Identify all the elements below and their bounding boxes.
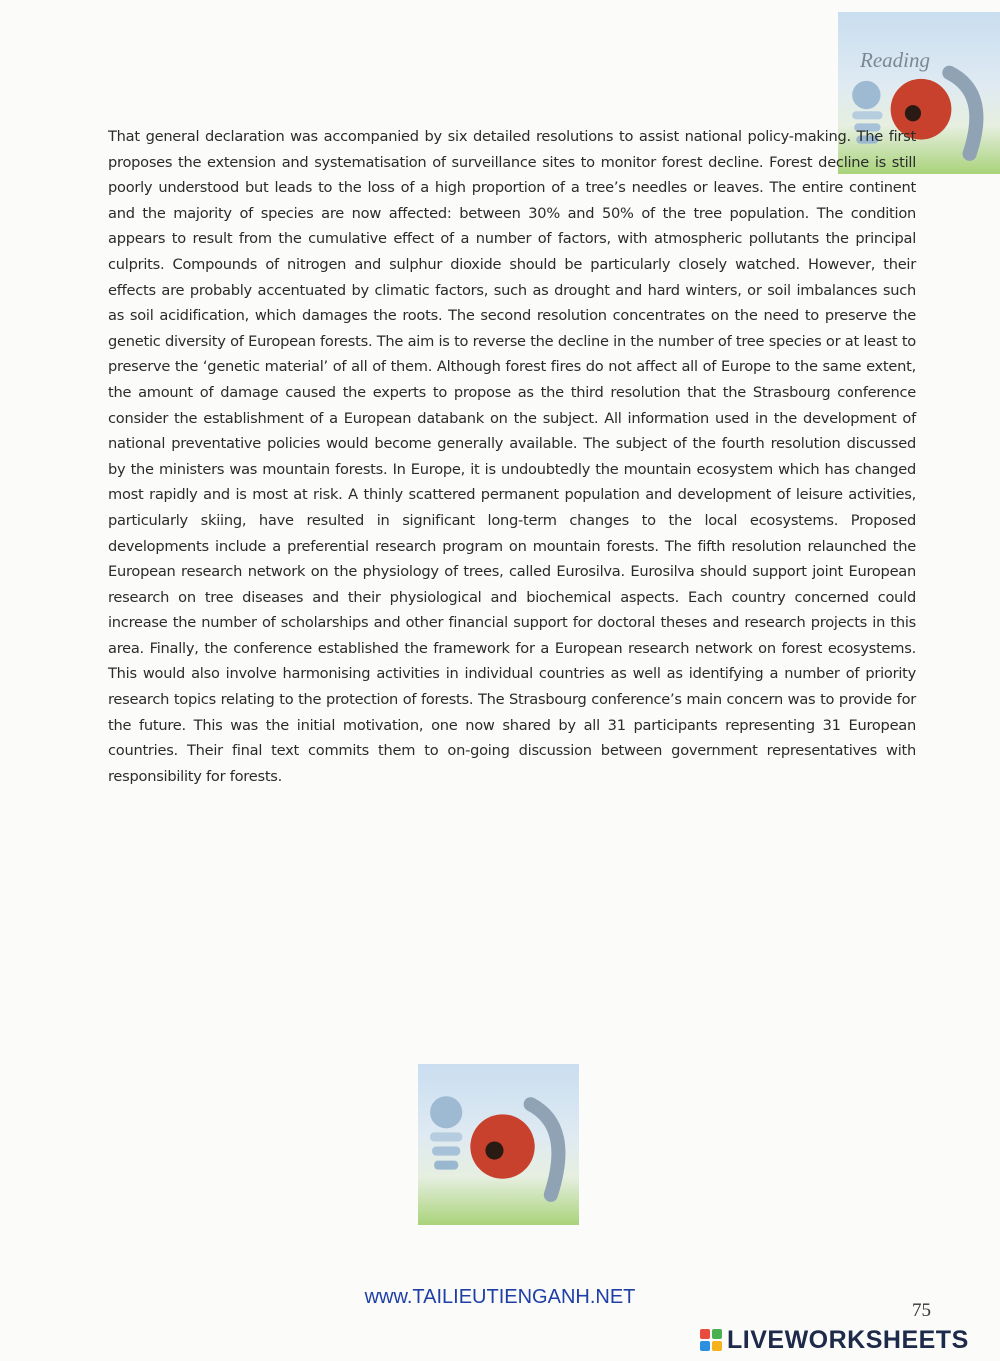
page-number: 75 bbox=[912, 1300, 931, 1321]
article-body: That general declaration was accompanied by six detailed resolutions to assist national policy-making. The first proposes the extension and systematisation of surveillance sites to monitor forest decline. Forest decline is still poorly understood but leads to the loss of a high proportion of a tree’s needles or leaves. The entire continent and the majority of species are now affected: between 30% and 50% of the tree population. The condition appears to result from the cumulative effect of a number of factors, with atmospheric pollutants the principal culprits. Compounds of nitrogen and sulphur dioxide should be particularly closely watched. However, their effects are probably accentuated by climatic factors, such as drought and hard winters, or soil imbalances such as soil acidification, which damages the roots. The second resolution concentrates on the need to preserve the genetic diversity of European forests. The aim is to reverse the decline in the number of tree species or at least to preserve the ‘genetic material’ of all of them. Although forest fires do not affect all of Europe to the same extent, the amount of damage caused the experts to propose as the third resolution that the Strasbourg conference consider the establishment of a European databank on the subject. All information used in the development of national preventative policies would become generally available. The subject of the fourth resolution discussed by the ministers was mountain forests. In Europe, it is undoubtedly the mountain ecosystem which has changed most rapidly and is most at risk. A thinly scattered permanent population and development of leisure activities, particularly skiing, have resulted in significant long-term changes to the local ecosystems. Proposed developments include a preferential research program on mountain forests. The fifth resolution relaunched the European research network on the physiology of trees, called Eurosilva. Eurosilva should support joint European research on tree diseases and their physiological and biochemical aspects. Each country concerned could increase the number of scholarships and other financial support for doctoral theses and research projects in this area. Finally, the conference established the framework for a European research network on forest ecosystems. This would also involve harmonising activities in individual countries as well as identifying a number of priority research topics relating to the protection of forests. The Strasbourg conference’s main concern was to provide for the future. This was the initial motivation, one now shared by all 31 participants representing 31 European countries. Their final text commits them to on-going discussion between government representatives with responsibility for forests. bbox=[108, 128, 916, 785]
liveworksheets-brand bbox=[700, 1325, 969, 1355]
section-label: Reading bbox=[860, 48, 930, 72]
liveworksheets-logo-icon bbox=[700, 1329, 722, 1351]
brand-name: LIVEWORKSHEETS bbox=[727, 1325, 969, 1354]
decorative-bottom-image bbox=[418, 1064, 579, 1225]
abstract-globe-icon bbox=[418, 1064, 579, 1225]
footer-website-url: www.TAILIEUTIENGANH.NET bbox=[364, 1286, 636, 1308]
